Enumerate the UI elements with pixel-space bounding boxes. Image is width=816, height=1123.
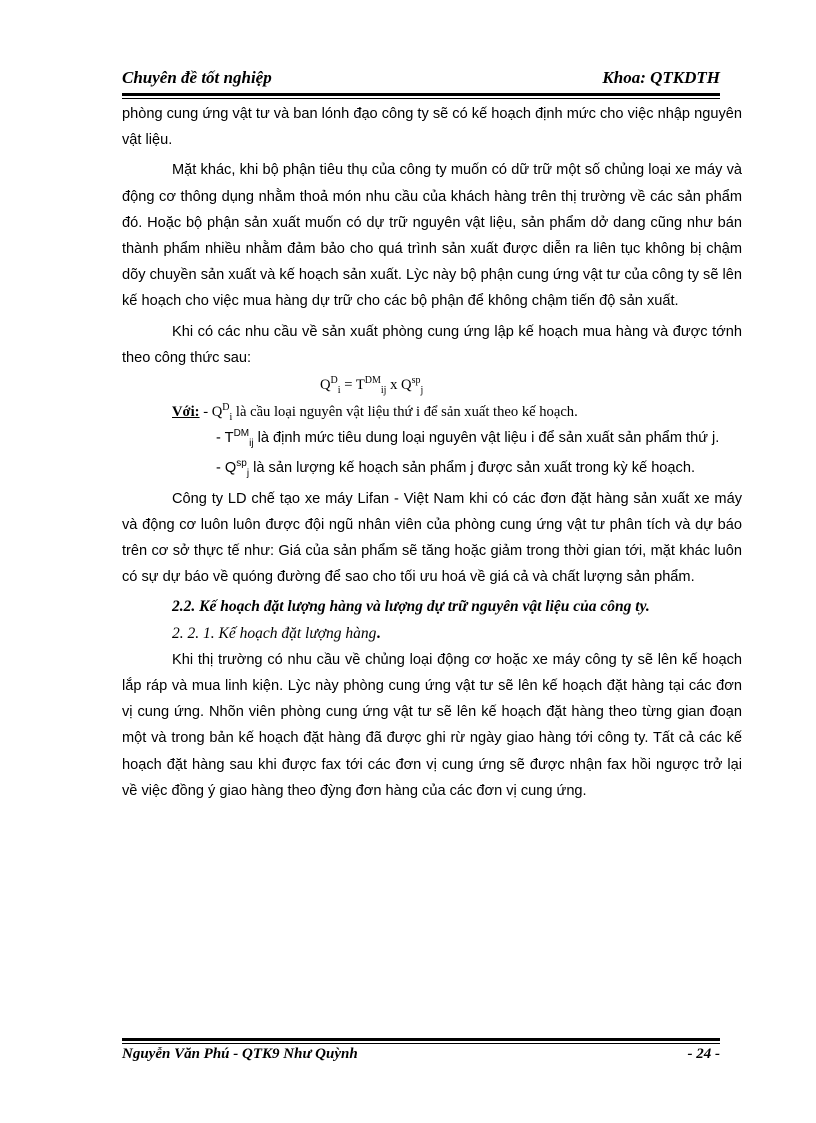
header-rule-thick (122, 93, 720, 96)
page-number: - 24 - (687, 1046, 720, 1062)
footer-rule-thick (122, 1038, 720, 1041)
header-document-type: Chuyên đề tốt nghiệp (122, 68, 272, 87)
definition-label: Với: (172, 404, 200, 421)
page-header (122, 68, 720, 94)
section-heading-2-2: 2.2. Kế hoạch đặt lượng hàng và lượng dự trữ nguyên vật liệu của công ty. (172, 598, 650, 616)
page-footer (122, 1046, 720, 1070)
section-heading-2-2-1: 2. 2. 1. Kế hoạch đặt lượng hàng. (172, 624, 381, 642)
paragraph-needs: Khi có các nhu cầu về sản xuất phòng cung ứng lập kế hoạch mua hàng và được tớnh theo công thức sau: (122, 323, 742, 366)
definition-tdmij: - $T^{DM}_{ij}$ là định mức tiêu dung loại nguyên vật liệu i để sản xuất sản phẩm thứ j. (216, 428, 720, 450)
header-faculty: Khoa: QTKDTH (602, 68, 720, 87)
definition-qdi: Với: - $Q^D_i$ là cầu loại nguyên vật liệu thứ i để sản xuất theo kế hoạch. (172, 402, 578, 423)
paragraph-lifan: Công ty LD chế tạo xe máy Lifan - Việt Nam khi có các đơn đặt hàng sản xuất xe máy và động cơ luôn luôn được đội ngũ nhân viên của phòng cung ứng vật tư phân tích và dự báo trên cơ sở thực tế như: Giá của sản phẩm sẽ tăng hoặc giảm trong thời gian tới, mặt khác luôn có sự dự báo về quóng đường để sao cho tối ưu hoá về giá cả và chất lượng sản phẩm. (122, 490, 742, 586)
paragraph-continuation: phòng cung ứng vật tư và ban lónh đạo công ty sẽ có kế hoạch định mức cho việc nhập nguyên vật liệu. (122, 106, 742, 149)
paragraph-ordering: Khi thị trường có nhu cầu về chủng loại động cơ hoặc xe máy công ty sẽ lên kế hoạch lắp ráp và mua linh kiện. Lỳc này phòng cung ứng vật tư sẽ lên kế hoạch đặt hàng tại các đơn vị cung ứng. Nhõn viên phòng cung ứng vật tư sẽ lên kế hoạch đặt hàng theo từng gian đoạn một và trong bản kế hoạch đặt hàng đã được ghi rừ ngày giao hàng tới công ty. Tất cả các kế hoạch đặt hàng sau khi được fax tới các đơn vị cung ứng sẽ được nhận fax hồi ngược trở lại về việc đồng ý giao hàng theo đỳng đơn hàng của các đơn vị cung ứng. (122, 651, 742, 799)
footer-rule-thin (122, 1043, 720, 1044)
footer-author: Nguyễn Văn Phú - QTK9 Như Quỳnh (122, 1046, 358, 1062)
header-rule-thin (122, 98, 720, 99)
page-body (122, 101, 742, 804)
definition-qspj: - $Q^{sp}_j$ là sản lượng kế hoạch sản phẩm j được sản xuất trong kỳ kế hoạch. (216, 458, 696, 480)
paragraph-inventory: Mặt khác, khi bộ phận tiêu thụ của công ty muốn có dữ trữ một số chủng loại xe máy và động cơ thông dụng nhằm thoả món nhu cầu của khách hàng trên thị trường về các sản phẩm đó. Hoặc bộ phận sản xuất muốn có dự trữ nguyên vật liệu, sản phẩm dở dang cũng như bán thành phẩm nhiều nhằm đảm bảo cho quá trình sản xuất được diễn ra liên tục không bị chậm dõy chuyền sản xuất và kế hoạch sản xuất. Lỳc này bộ phận cung ứng vật tư của công ty sẽ lên kế hoạch cho việc mua hàng dự trữ cho các bộ phận để không chậm tiến độ sản xuất. (122, 162, 742, 310)
formula: $Q^D_i = T^{DM}_{ij}$ x $Q^{sp}_j$ (320, 375, 424, 396)
